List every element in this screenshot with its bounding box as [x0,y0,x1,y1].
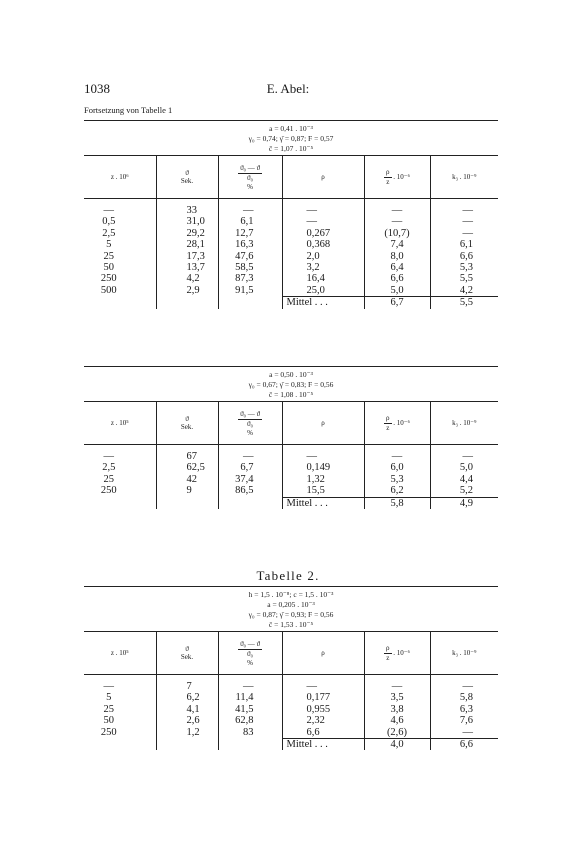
table-row [84,216,498,227]
mittel-rho-over-z: 4,0 [364,739,430,751]
table-cell: 12,7 [218,228,282,239]
table-cell: 58,5 [218,262,282,273]
table-cell: 50 [103,262,114,274]
col-header-rho: ρ [282,402,364,445]
table-cell: 6,7 [218,462,282,473]
table-cell: 41,5 [218,704,282,715]
table-cell: 25 [103,473,114,485]
table-row [84,199,498,217]
table-cell: 6,3 [430,704,498,715]
table-row [84,704,498,715]
table-cell: 7 [156,675,218,693]
table-cell: — [364,216,430,227]
col-header-percent [218,156,282,199]
table-row [84,675,498,693]
table-cell: 25,0 [282,285,364,297]
mittel-k3: 4,9 [430,497,498,509]
table-cell: 5,2 [430,485,498,497]
parameters [84,367,498,401]
table-row [84,251,498,262]
table-cell: 2,5 [102,227,116,239]
table-cell: — [282,199,364,217]
mittel-label: Mittel . . . [282,739,364,751]
table-row [84,715,498,726]
table-cell: — [430,675,498,693]
percent-unit: % [247,182,253,191]
theta-unit: Sek. [180,423,194,431]
empty-cell [156,739,218,751]
col-header-k3: k₃ . 10⁻⁹ [430,402,498,445]
header-row [84,156,498,199]
rho-over-z-factor: . 10⁻⁶ [393,418,410,427]
table-cell: 47,6 [218,251,282,262]
fraction-numerator: ρ [386,643,390,652]
table-cell: — [103,451,114,462]
table-cell: 87,3 [218,273,282,284]
table-cell: — [282,216,364,227]
table-block-1 [84,120,498,309]
table-cell: 13,7 [156,262,218,273]
table-cell: 7,4 [364,239,430,250]
table-cell: (10,7) [364,228,430,239]
empty-cell [156,497,218,509]
parameters [84,587,498,631]
table-cell: 1,2 [156,727,218,739]
theta-symbol: ϑ [185,645,189,653]
table-cell: 5,8 [430,692,498,703]
table-row [84,262,498,273]
table-cell: 2,6 [156,715,218,726]
table-cell: 4,2 [156,273,218,284]
table-cell: — [103,681,114,692]
header-row [84,632,498,675]
table-cell: 31,0 [156,216,218,227]
table-cell: 15,5 [282,485,364,497]
table-cell: 250 [100,485,117,497]
theta-unit: Sek. [180,177,194,185]
table-cell: 16,3 [218,239,282,250]
col-header-percent [218,632,282,675]
table-cell: 5 [106,692,112,704]
table-cell: 2,5 [102,462,116,474]
col-header-rho: ρ [282,632,364,675]
header-row [84,402,498,445]
table-cell: 4,6 [364,715,430,726]
fraction-denominator: ϑ₀ [247,419,253,428]
table-cell: — [282,675,364,693]
fraction-denominator: ϑ₀ [247,173,253,182]
table-cell: 16,4 [282,273,364,284]
table-block-2 [84,366,498,509]
table-row [84,285,498,297]
table-cell: 250 [100,726,117,738]
table-cell: — [364,445,430,463]
parameter-line: γ₀ = 0,74; γ̄ = 0,87; F = 0,57 [248,134,334,143]
parameter-line: h = 1,5 . 10⁻⁸; c = 1,5 . 10⁻³ [248,590,334,599]
table-cell: 0,267 [282,228,364,239]
table-cell: 11,4 [218,692,282,703]
table-cell: 2,9 [156,285,218,297]
table-cell: 67 [156,445,218,463]
fraction-numerator: ϑ₀ — ϑ [240,409,260,418]
table-cell: 5,0 [364,285,430,297]
table-row [84,239,498,250]
table-row [84,692,498,703]
rho-over-z-factor: . 10⁻⁶ [393,648,410,657]
table-cell: 6,1 [218,216,282,227]
table-cell: 250 [100,273,117,285]
table-cell: 2,32 [282,715,364,726]
table-row [84,485,498,497]
empty-cell [218,739,282,751]
col-header-k3: k₃ . 10⁻⁹ [430,156,498,199]
table-cell: 62,5 [156,462,218,473]
mittel-k3: 5,5 [430,297,498,309]
col-header-rho-over-z [364,632,430,675]
table-cell: — [430,445,498,463]
parameter-line: c̄ = 1,07 . 10⁻⁵ [268,144,314,153]
table-cell: — [218,199,282,217]
table-cell: — [218,675,282,693]
running-header-author: E. Abel: [266,81,310,96]
mittel-rho-over-z: 5,8 [364,497,430,509]
table-cell: 86,5 [218,485,282,497]
table-cell: 3,2 [282,262,364,273]
col-header-z: z . 10⁶ [110,173,129,181]
table-cell: 8,0 [364,251,430,262]
fraction-numerator: ϑ₀ — ϑ [240,639,260,648]
table-cell: — [282,445,364,463]
table-cell: 6,0 [364,462,430,473]
table-cell: 2,0 [282,251,364,262]
table-cell: 500 [100,285,117,297]
col-header-theta [156,632,218,675]
table-cell: 5,0 [430,462,498,473]
table-cell: 6,6 [364,273,430,284]
table-cell: — [218,445,282,463]
table-cell: — [103,205,114,216]
table-cell: 42 [156,474,218,485]
table-cell: 5,5 [430,273,498,284]
col-header-rho-over-z [364,402,430,445]
data-table [84,631,498,750]
table-row [84,273,498,284]
parameter-line: c̄ = 1,08 . 10⁻⁵ [268,390,314,399]
table-row [84,462,498,473]
fraction-denominator: z [386,177,390,186]
parameter-line: a = 0,41 . 10⁻³ [269,124,313,133]
rho-over-z-factor: . 10⁻⁶ [393,172,410,181]
table-cell: 6,2 [364,485,430,497]
parameter-line: a = 0,50 . 10⁻³ [269,370,313,379]
table-cell: — [430,228,498,239]
fraction-denominator: z [386,653,390,662]
table-cell: — [364,675,430,693]
table-cell: 25 [103,250,114,262]
table-cell: 0,368 [282,239,364,250]
col-header-theta [156,402,218,445]
col-header-theta [156,156,218,199]
parameters [84,121,498,155]
table-cell: 0,5 [102,216,116,228]
col-header-k3: k₃ . 10⁻⁹ [430,632,498,675]
table-block-3 [84,586,498,750]
fraction-denominator: ϑ₀ [247,649,253,658]
data-table [84,155,498,309]
table-cell: — [364,199,430,217]
table-cell: 5,3 [364,474,430,485]
mittel-label: Mittel . . . [282,297,364,309]
table-row [84,228,498,239]
mittel-label: Mittel . . . [282,497,364,509]
table-cell: 6,1 [430,239,498,250]
fraction-denominator: z [386,423,390,432]
table-2-title: Tabelle 2. [256,568,320,583]
theta-symbol: ϑ [185,169,189,177]
table-cell: (2,6) [364,727,430,739]
table-cell: 6,6 [282,727,364,739]
col-header-rho-over-z [364,156,430,199]
table-cell: 33 [156,199,218,217]
col-header-z: z . 10⁵ [110,419,129,427]
table-cell: 0,955 [282,704,364,715]
table-cell: 6,4 [364,262,430,273]
table-cell: 0,177 [282,692,364,703]
table-cell: 28,1 [156,239,218,250]
mittel-rho-over-z: 6,7 [364,297,430,309]
table-cell: 7,6 [430,715,498,726]
table-cell: 50 [103,715,114,727]
table-cell: — [430,727,498,739]
table-cell: 91,5 [218,285,282,297]
mittel-row [84,497,498,509]
table-cell: 5 [106,239,112,251]
theta-unit: Sek. [180,653,194,661]
table-cell: 3,5 [364,692,430,703]
mittel-row [84,297,498,309]
continuation-label: Fortsetzung von Tabelle 1 [84,105,173,115]
table-cell: 17,3 [156,251,218,262]
table-cell: 29,2 [156,228,218,239]
table-cell: 4,2 [430,285,498,297]
table-cell: 1,32 [282,474,364,485]
table-cell: — [430,216,498,227]
table-cell: 5,3 [430,262,498,273]
table-cell: 0,149 [282,462,364,473]
table-cell: 6,2 [156,692,218,703]
table-cell: — [430,199,498,217]
percent-unit: % [247,428,253,437]
table-row [84,727,498,739]
theta-symbol: ϑ [185,415,189,423]
parameter-line: γ₀ = 0,87; γ̄ = 0,93; F = 0,56 [248,610,334,619]
page-number: 1038 [84,81,110,96]
fraction-numerator: ϑ₀ — ϑ [240,163,260,172]
table-row [84,474,498,485]
parameter-line: γ₀ = 0,67; γ̄ = 0,83; F = 0,56 [248,380,334,389]
table-cell: 37,4 [218,474,282,485]
table-row [84,445,498,463]
col-header-percent [218,402,282,445]
table-cell: 83 [218,727,282,739]
percent-unit: % [247,658,253,667]
fraction-numerator: ρ [386,167,390,176]
table-cell: 25 [103,703,114,715]
parameter-line: c̄ = 1,53 . 10⁻⁵ [268,620,314,629]
table-cell: 4,1 [156,704,218,715]
mittel-row [84,739,498,751]
empty-cell [218,497,282,509]
empty-cell [218,297,282,309]
fraction-numerator: ρ [386,413,390,422]
table-cell: 62,8 [218,715,282,726]
empty-cell [156,297,218,309]
col-header-rho: ρ [282,156,364,199]
empty-cell [84,497,156,509]
mittel-k3: 6,6 [430,739,498,751]
col-header-z: z . 10⁵ [110,649,129,657]
empty-cell [84,297,156,309]
table-cell: 4,4 [430,474,498,485]
empty-cell [84,739,156,751]
table-cell: 3,8 [364,704,430,715]
table-cell: 6,6 [430,251,498,262]
parameter-line: a = 0,205 . 10⁻³ [267,600,315,609]
data-table [84,401,498,509]
table-cell: 9 [156,485,218,497]
